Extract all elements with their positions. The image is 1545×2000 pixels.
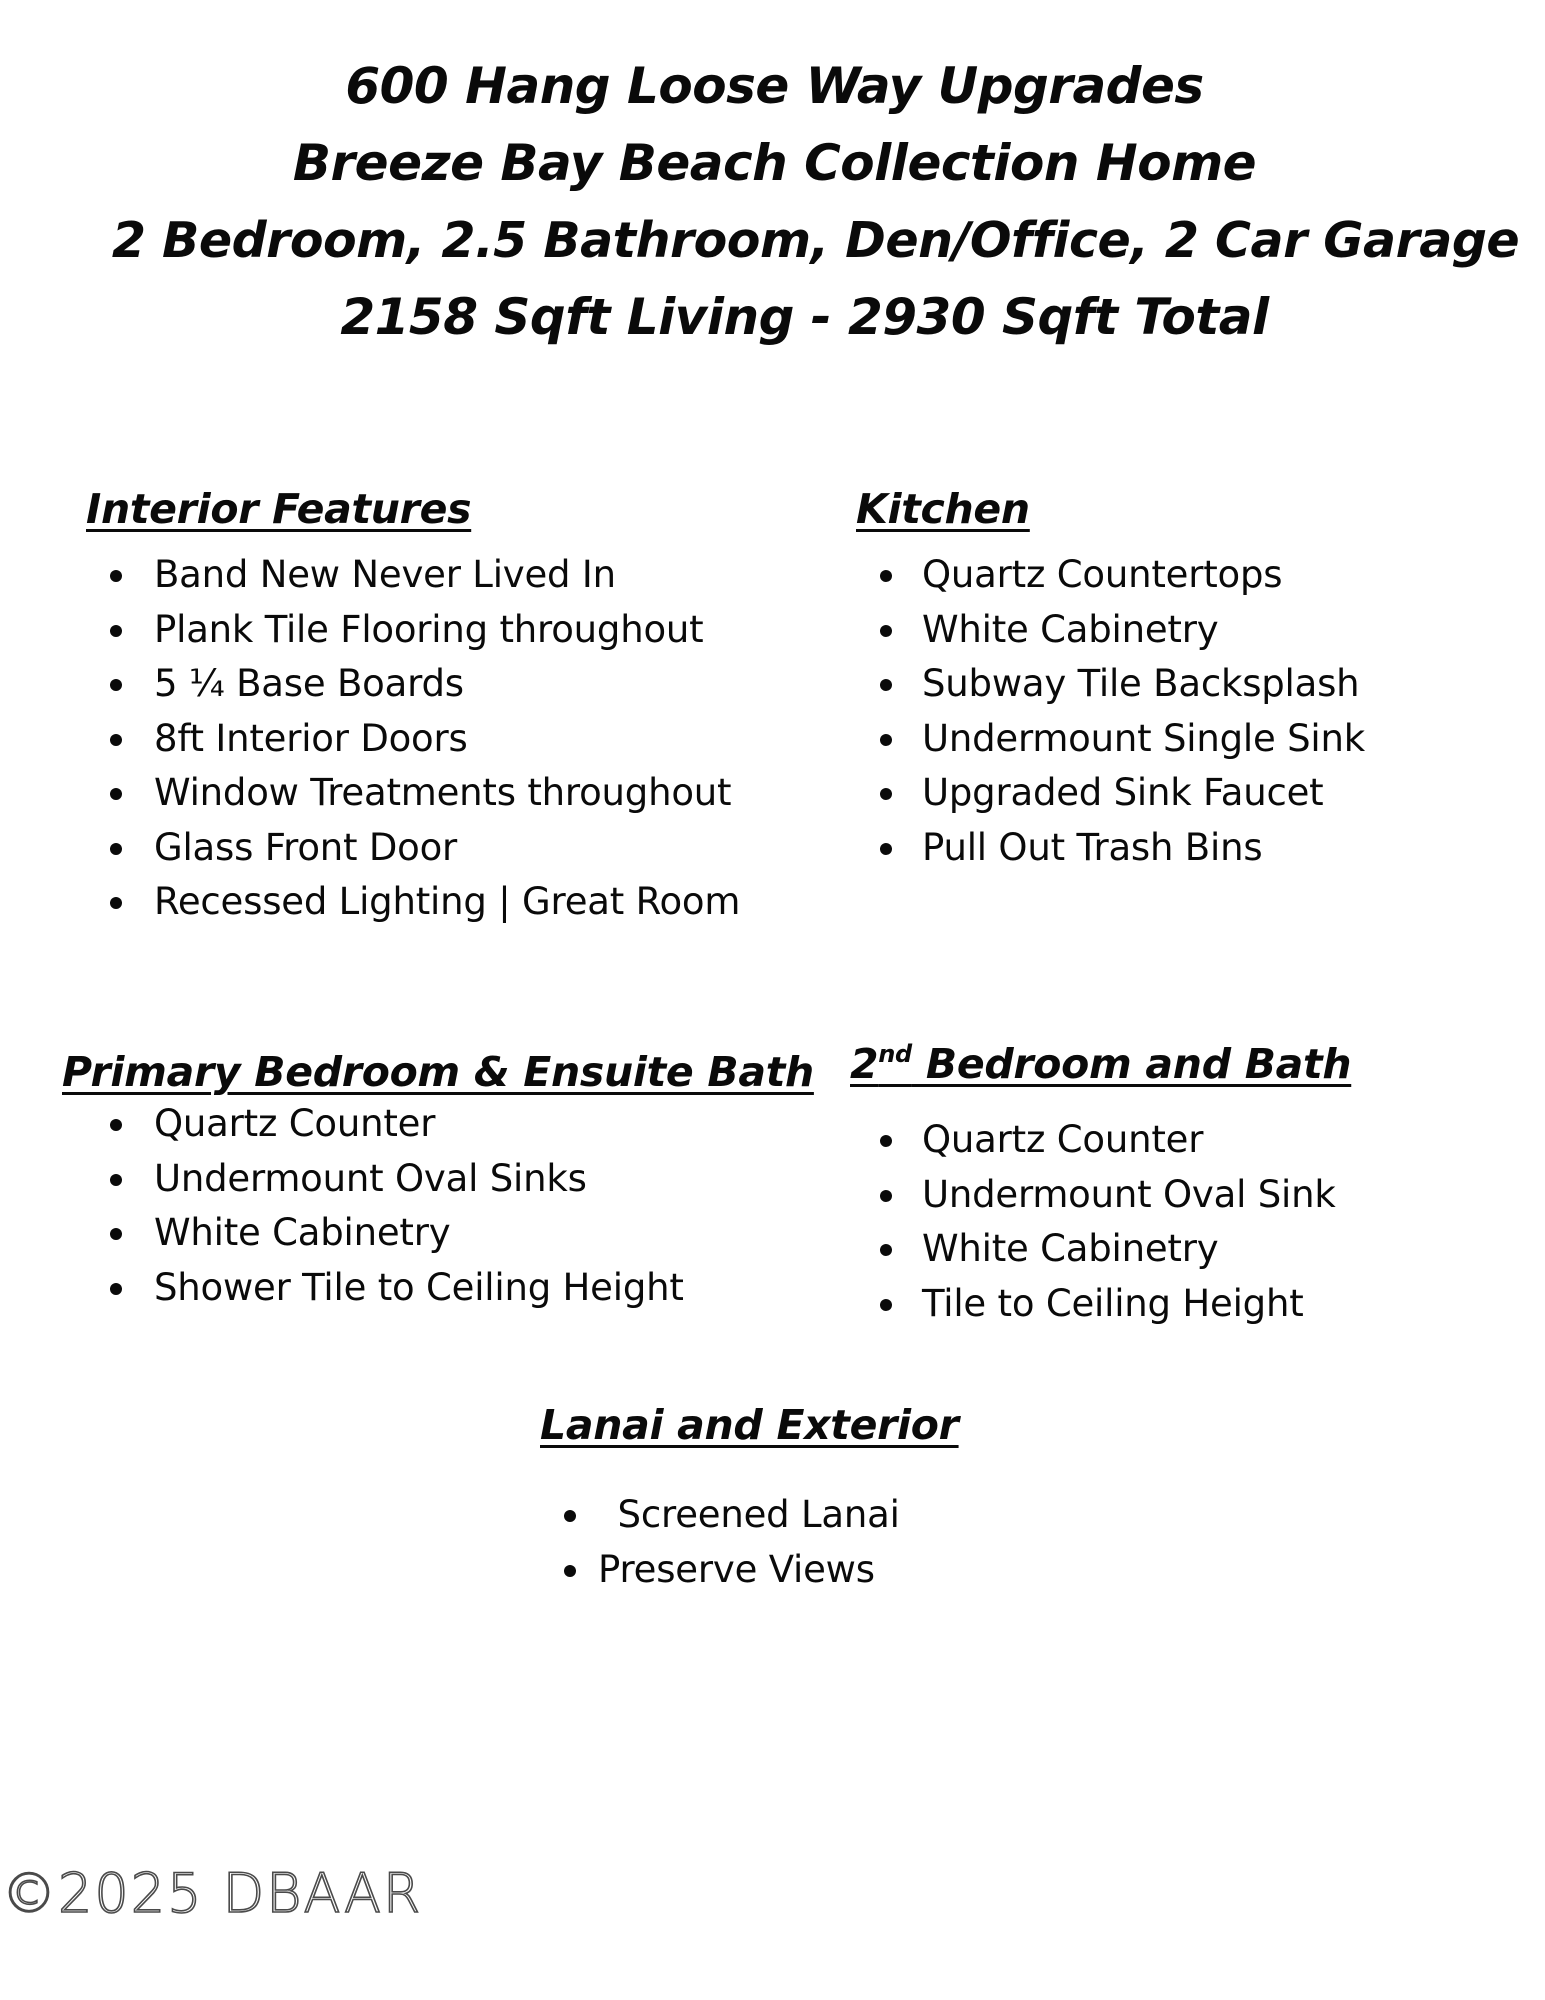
- list-item: [86, 603, 740, 658]
- interior-features-list: [86, 548, 740, 930]
- list-item: [86, 657, 740, 712]
- list-item: [856, 1222, 1351, 1277]
- list-item-label: Quartz Counter: [154, 1102, 436, 1145]
- bullet-icon: [110, 788, 122, 800]
- list-item: [856, 1277, 1351, 1332]
- list-item: [540, 1488, 959, 1543]
- list-item: [86, 712, 740, 767]
- lanai-features-list: [540, 1488, 959, 1597]
- bullet-icon: [880, 1135, 892, 1147]
- bullet-icon: [110, 679, 122, 691]
- list-item-label: Band New Never Lived In: [154, 553, 616, 596]
- bullet-icon: [110, 625, 122, 637]
- list-item: [856, 1113, 1351, 1168]
- list-item: [856, 603, 1365, 658]
- lanai-exterior-section: [540, 1400, 959, 1597]
- bullet-icon: [880, 843, 892, 855]
- list-item-label: 5 ¼ Base Boards: [154, 662, 464, 705]
- bullet-icon: [110, 1283, 122, 1295]
- list-item-label: Subway Tile Backsplash: [922, 662, 1360, 705]
- list-item-label: Window Treatments throughout: [154, 771, 732, 814]
- list-item-label: Undermount Oval Sinks: [154, 1156, 587, 1200]
- list-item: [86, 1097, 814, 1152]
- bullet-icon: [880, 1190, 892, 1202]
- list-item: [86, 1206, 814, 1261]
- list-item: [856, 712, 1365, 767]
- bullet-icon: [880, 734, 892, 746]
- primary-bedroom-features-list: [86, 1097, 814, 1315]
- section-title-number: 2: [850, 1040, 879, 1088]
- list-item: [86, 766, 740, 821]
- bullet-icon: [110, 570, 122, 582]
- bullet-icon: [110, 843, 122, 855]
- list-item: [856, 821, 1365, 876]
- list-item-label: White Cabinetry: [922, 607, 1219, 651]
- section-title-primary: Primary Bedroom & Ensuite Bath: [62, 1048, 814, 1096]
- kitchen-section: [856, 484, 1365, 875]
- bullet-icon: [564, 1565, 576, 1577]
- bullet-icon: [110, 1119, 122, 1131]
- list-item-label: Plank Tile Flooring throughout: [154, 607, 704, 651]
- bullet-icon: [880, 625, 892, 637]
- list-item: [86, 1261, 814, 1316]
- bullet-icon: [110, 1174, 122, 1186]
- second-bedroom-section: [850, 1039, 1351, 1331]
- bullet-icon: [110, 734, 122, 746]
- list-item: [856, 657, 1365, 712]
- section-title-lanai: Lanai and Exterior: [540, 1401, 959, 1449]
- section-title-second: [850, 1039, 1351, 1089]
- page-subtitle: Breeze Bay Beach Collection Home: [292, 134, 1257, 192]
- list-item: [540, 1543, 959, 1598]
- section-title-ordinal: nd: [878, 1040, 912, 1068]
- list-item: [856, 1168, 1351, 1223]
- bullet-icon: [110, 897, 122, 909]
- list-item: [86, 548, 740, 603]
- list-item: [86, 1152, 814, 1207]
- bullet-icon: [564, 1510, 576, 1522]
- interior-features-section: [86, 484, 740, 930]
- list-item: [856, 548, 1365, 603]
- square-footage: 2158 Sqft Living - 2930 Sqft Total: [340, 288, 1269, 346]
- list-item-label: Glass Front Door: [154, 825, 458, 869]
- section-title-text: Bedroom and Bath: [911, 1040, 1352, 1088]
- bullet-icon: [880, 788, 892, 800]
- list-item: [856, 766, 1365, 821]
- list-item-label: Recessed Lighting | Great Room: [154, 880, 741, 923]
- section-title-interior: Interior Features: [86, 485, 472, 533]
- list-item-label: White Cabinetry: [154, 1211, 451, 1254]
- section-title-kitchen: Kitchen: [856, 485, 1030, 533]
- bullet-icon: [880, 1299, 892, 1311]
- list-item-label: 8ft Interior Doors: [154, 716, 468, 760]
- bullet-icon: [880, 679, 892, 691]
- kitchen-features-list: [856, 548, 1365, 875]
- list-item: [86, 821, 740, 876]
- list-item-label: Upgraded Sink Faucet: [922, 771, 1324, 814]
- list-item-label: Tile to Ceiling Height: [922, 1281, 1304, 1325]
- list-item-label: Shower Tile to Ceiling Height: [154, 1265, 684, 1309]
- bullet-icon: [880, 1244, 892, 1256]
- page-title: 600 Hang Loose Way Upgrades: [345, 57, 1204, 115]
- list-item-label: White Cabinetry: [922, 1227, 1219, 1270]
- primary-bedroom-section: [62, 1047, 814, 1315]
- bullet-icon: [880, 570, 892, 582]
- list-item-label: Preserve Views: [598, 1547, 875, 1591]
- home-specs: 2 Bedroom, 2.5 Bathroom, Den/Office, 2 Car Garage: [111, 212, 1520, 269]
- list-item-label: Screened Lanai: [606, 1493, 900, 1536]
- list-item-label: Undermount Single Sink: [922, 716, 1365, 760]
- list-item-label: Quartz Countertops: [922, 553, 1283, 596]
- list-item-label: Undermount Oval Sink: [922, 1172, 1336, 1216]
- copyright-watermark: ©2025 DBAAR: [2, 1862, 423, 1925]
- bullet-icon: [110, 1228, 122, 1240]
- list-item-label: Quartz Counter: [922, 1118, 1204, 1161]
- list-item: [86, 875, 740, 930]
- list-item-label: Pull Out Trash Bins: [922, 825, 1263, 869]
- document-header: [0, 48, 1545, 356]
- second-bedroom-features-list: [856, 1113, 1351, 1331]
